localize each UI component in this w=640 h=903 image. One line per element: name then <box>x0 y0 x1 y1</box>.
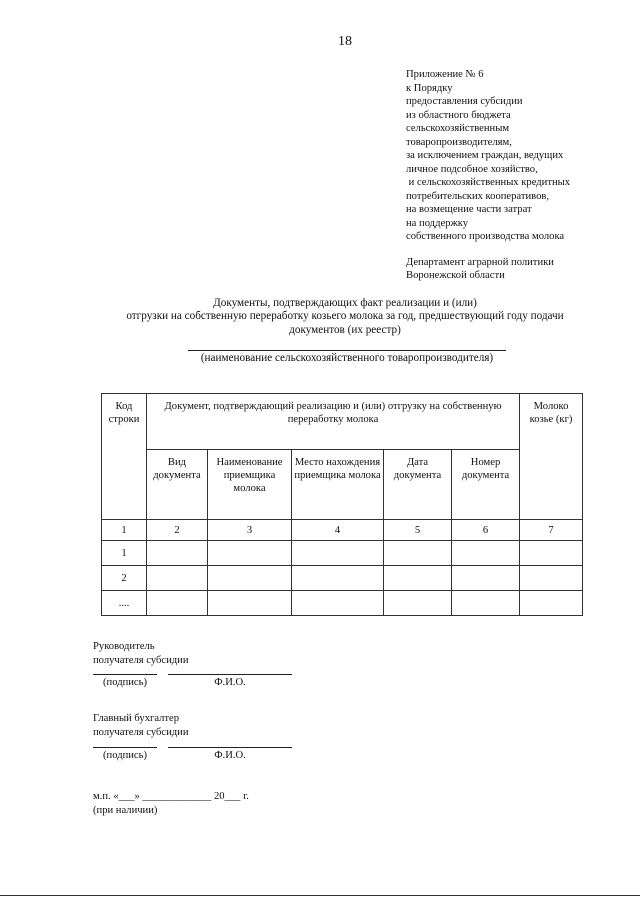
table-cell <box>292 566 384 591</box>
appendix-line: за исключением граждан, ведущих <box>406 150 564 161</box>
header-receiver-location: Место нахождения приемщика молока <box>292 450 384 520</box>
title-line-3: документов (их реестр) <box>289 323 401 336</box>
stamp-note: (при наличии) <box>93 804 158 816</box>
header-receiver-name: Наименование приемщика молока <box>208 450 292 520</box>
signature-line <box>93 747 157 748</box>
column-number-row <box>102 520 583 541</box>
appendix-line: собственного производства молока <box>406 231 565 242</box>
header-document-number: Номер документа <box>452 450 520 520</box>
row-code: 2 <box>102 566 147 591</box>
fio-line <box>168 674 292 675</box>
page-number: 18 <box>338 34 352 49</box>
fio-line <box>168 747 292 748</box>
column-number: 6 <box>452 520 520 541</box>
table-cell <box>384 566 452 591</box>
table-cell <box>452 541 520 566</box>
stamp-date-line: м.п. «___» _____________ 20___ г. <box>93 791 249 802</box>
head-title-line: Руководитель <box>93 641 155 652</box>
page-bottom-rule <box>0 895 640 896</box>
producer-name-caption: (наименование сельскохозяйственного товаропроизводителя) <box>200 352 494 364</box>
table-cell <box>208 591 292 616</box>
column-number: 7 <box>520 520 583 541</box>
appendix-line: на поддержку <box>406 217 469 229</box>
header-document-type: Вид документа <box>147 450 208 520</box>
table-cell <box>520 566 583 591</box>
header-document-group: Документ, подтверждающий реализацию и (или) отгрузку на собственную переработку молока <box>147 394 520 450</box>
appendix-line: на возмещение части затрат <box>406 204 532 215</box>
table-cell <box>208 566 292 591</box>
document-title <box>95 297 595 337</box>
fio-caption: Ф.И.О. <box>214 750 246 761</box>
appendix-line: и сельскохозяйственных кредитных <box>406 177 571 188</box>
signature-line <box>93 674 157 675</box>
column-number: 5 <box>384 520 452 541</box>
table-row <box>102 566 583 591</box>
column-number: 1 <box>102 520 147 541</box>
header-document-date: Дата документа <box>384 450 452 520</box>
department-line: Департамент аграрной политики <box>406 256 554 268</box>
header-row-code: Код строки <box>102 394 147 520</box>
row-code: 1 <box>102 541 147 566</box>
title-line-1: Документы, подтверждающих факт реализации и (или) <box>213 297 477 309</box>
signature-caption: (подпись) <box>103 677 147 688</box>
appendix-block <box>406 68 570 283</box>
row-code: .... <box>102 591 147 616</box>
table-cell <box>384 591 452 616</box>
signature-caption: (подпись) <box>103 750 147 761</box>
table-subheader-row <box>102 450 583 520</box>
table-cell <box>452 591 520 616</box>
stamp-date-block <box>93 790 249 817</box>
register-table <box>101 393 583 616</box>
table-cell <box>147 591 208 616</box>
appendix-line: предоставления субсидии <box>406 96 523 107</box>
accountant-signature-block <box>93 712 189 739</box>
column-number: 2 <box>147 520 208 541</box>
appendix-line: товаропроизводителям, <box>406 136 512 148</box>
table-cell <box>292 591 384 616</box>
appendix-line: к Порядку <box>406 82 453 94</box>
table-cell <box>520 591 583 616</box>
accountant-title-line: получателя субсидии <box>93 726 189 738</box>
head-signature-block <box>93 640 189 667</box>
table-cell <box>208 541 292 566</box>
table-cell <box>292 541 384 566</box>
table-header-row <box>102 394 583 450</box>
head-title-line: получателя субсидии <box>93 654 189 666</box>
table-cell <box>452 566 520 591</box>
producer-name-line <box>188 350 506 351</box>
appendix-line: сельскохозяйственным <box>406 123 510 134</box>
accountant-title-line: Главный бухгалтер <box>93 713 180 724</box>
appendix-line: личное подсобное хозяйство, <box>406 163 538 175</box>
appendix-line: потребительских кооперативов, <box>406 190 550 202</box>
appendix-line: из областного бюджета <box>406 109 511 121</box>
fio-caption: Ф.И.О. <box>214 677 246 688</box>
title-line-2: отгрузки на собственную переработку козьего молока за год, предшествующий году подачи <box>126 310 564 323</box>
table-row <box>102 591 583 616</box>
appendix-line: Приложение № 6 <box>406 69 484 80</box>
column-number: 3 <box>208 520 292 541</box>
department-line: Воронежской области <box>406 270 505 281</box>
table-row <box>102 541 583 566</box>
header-goat-milk-kg: Молоко козье (кг) <box>520 394 583 520</box>
column-number: 4 <box>292 520 384 541</box>
table-cell <box>384 541 452 566</box>
table-cell <box>147 541 208 566</box>
table-cell <box>147 566 208 591</box>
table-cell <box>520 541 583 566</box>
